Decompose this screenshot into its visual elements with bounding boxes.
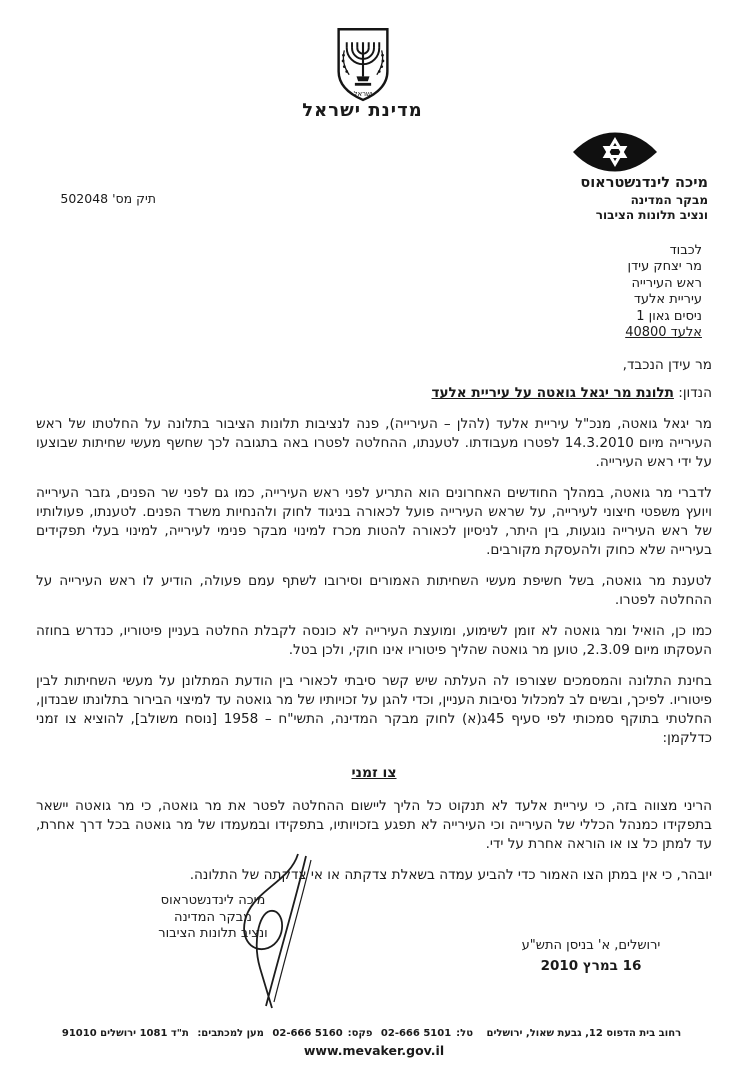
recipient-city-line: אלעד 40800 (625, 325, 702, 341)
paragraph-3: לטענת מר גואטה, בשל חשיפת מעשי השחיתות האמורים וסירובו לשתף עמם פעולה, הודיע לו ראש העירייה על ההחלטה לפטרו. (36, 573, 712, 608)
fax-label: פקס: (347, 1028, 373, 1039)
signatory-title-2: ונציב תלונות הציבור (158, 926, 268, 941)
subject-line (36, 384, 712, 403)
subject-text: תלונת מר יגאל גואטה על עיריית אלעד (431, 385, 674, 401)
comptroller-name: מיכה לינדנשטראוס (580, 175, 708, 191)
paragraph-1: מר יגאל גואטה, מנכ"ל עיריית אלעד (להלן – העירייה), פנה לנציבות תלונות הציבור בתלונה על החלטתו של ראש העירייה מיום 14.3.2010 לפטרו מעבודתו. לטענתו, ההחלטה לפטרו באה בתגובה לכך שחשף מעשי שחיתות שבוצעו על ידי ראש העירייה. (36, 416, 712, 470)
svg-text:ישראל: ישראל (353, 89, 373, 98)
recipient-line: ראש העירייה (631, 275, 702, 291)
fax-number: 02-666 5160 (272, 1028, 343, 1039)
phone-label: טל: (456, 1028, 474, 1039)
file-number: תיק מס' 502048 (60, 191, 156, 206)
recipient-line: מר יצחק עידן (627, 259, 702, 275)
paragraph-4: כמו כן, הואיל ומר גואטה לא זומן לשימוע, ומועצת העירייה לא כונסה לקבלת החלטה בעניין פיטוריו, כנדרש בחוזה העסקתו מיום 2.3.09, טוען מר גואטה שהליך פיטוריו אינו חוקי, ולכן בטל. (36, 623, 712, 658)
comptroller-title-1: מבקר המדינה (630, 192, 708, 207)
hebrew-date: ירושלים, א' בניסן התש"ע (521, 938, 661, 953)
letter-body (36, 356, 712, 897)
temporary-order-heading: צו זמני (351, 765, 397, 781)
state-comptroller-eye-icon (570, 129, 660, 175)
order-paragraph-2: יובהר, כי אין במתן הצו האמור כדי להביע עמדה בשאלת צדקתה או אי צדקתה של התלונה. (189, 867, 712, 883)
recipient-address-block (625, 243, 702, 341)
recipient-line: ניסים גאון 1 (636, 308, 702, 324)
office-address: רחוב בית הדפוס 12, גבעת שאול, ירושלים (486, 1028, 682, 1039)
paragraph-2: לדברי מר גואטה, במהלך החודשים האחרונים הוא התריע לפני ראש העירייה, כמו גם לפני שר הפנים, גזבר העירייה ויועץ משפטי חיצוני לעירייה, על שראש העירייה פועל לכאורה בניגוד לחוק ולהנחיות משרד הפנים. לטענתו, פעולותיו של ראש העירייה נוגעות, בין היתר, לניסיון לכאורה להטות מכרז למינוי מבקר פנימי לעירייה, למינוי בעלי תפקידים בעירייה שלא כחוק ולהעסקת מקורבים. (36, 485, 712, 558)
comptroller-title-2: ונציב תלונות הציבור (595, 208, 708, 223)
gregorian-date: 16 במרץ 2010 (540, 958, 642, 974)
state-name-title: מדינת ישראל (302, 100, 423, 121)
signatory-name: מיכה לינדנשטראוס (160, 893, 266, 908)
subject-label: הנדון: (678, 385, 712, 401)
mailing-label: מען למכתבים: (197, 1028, 264, 1039)
paragraph-5: בחינת התלונה והמסמכים שצורפו לה העלתה שיש קשר סיבתי לכאורי בין הודעת המתלונן על מעשי השחיתות לבין פיטוריו. לפיכך, ובשים לב למכלול נסיבות העניין, וכדי להגן על זכויותיו של מר גואטה עד למיצוי הבירור בתלונתו שבנדון, החלטתי בתוקף סמכותי לפי סעיף 45ג(א) לחוק מבקר המדינה, התשי"ח – 1958 [נוסח משולב], להוציא צו זמני כדלקמן: (36, 673, 712, 746)
recipient-line: לכבוד (669, 243, 702, 258)
footer-contact-line (0, 1028, 748, 1039)
mailing-address: ת"ד 1081 ירושלים 91010 (61, 1028, 189, 1039)
signatory-title-1: מבקר המדינה (173, 909, 253, 925)
dateline-block (486, 936, 696, 976)
handwritten-signature (218, 852, 338, 1010)
website-url: www.mevaker.gov.il (303, 1043, 445, 1058)
recipient-line: עיריית אלעד (633, 292, 702, 308)
phone-number: 02-666 5101 (380, 1028, 452, 1039)
israel-state-emblem-icon (322, 26, 404, 104)
comptroller-identity-block (580, 175, 708, 223)
salutation: מר עידן הנכבד, (622, 357, 712, 373)
order-paragraph-1: הריני מצווה בזה, כי עיריית אלעד לא תנקוט כל הליך ליישום ההחלטה לפטר את מר גואטה, כי מר גואטה יישאר בתפקידו כמנהל הכללי של העירייה וכי העירייה לא תפגע בזכויותיו, בתפקידו ובמעמדו של מר גואטה בכל דרך אחרת, עד למתן כל צו או הוראה אחרת על ידי. (36, 798, 712, 852)
